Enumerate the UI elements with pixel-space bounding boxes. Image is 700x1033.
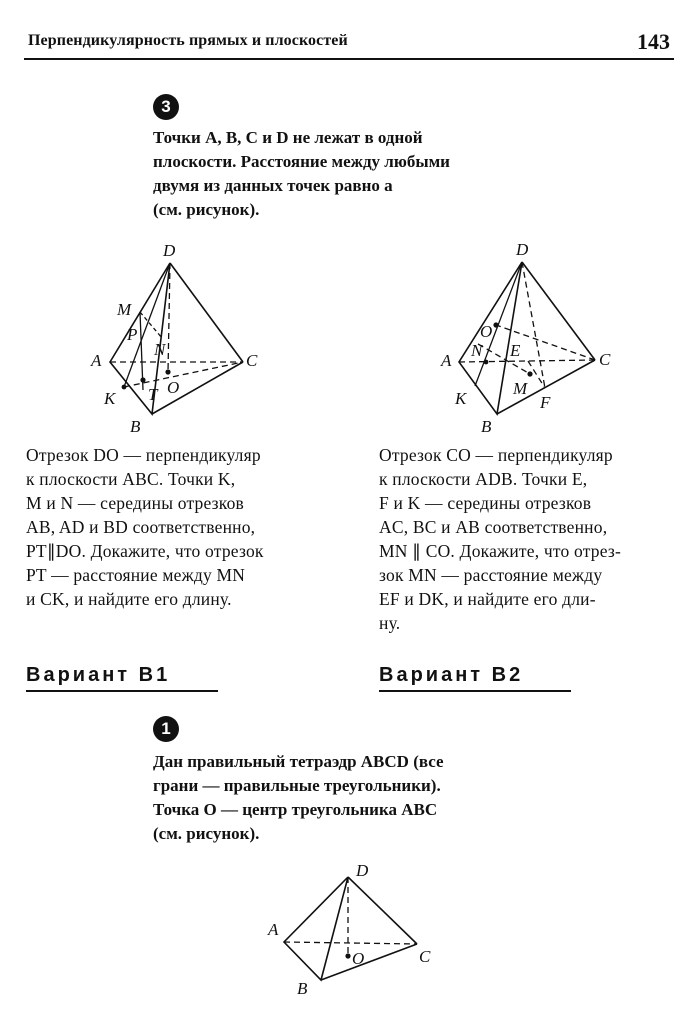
- caption-right-line-4: AC, BC и AB соответственно,: [379, 517, 608, 537]
- caption-left-line-6: PT — расстояние между MN: [26, 565, 246, 585]
- fig-bottom-label-O: O: [352, 949, 365, 968]
- task-3-line-1: Точки A, B, C и D не лежат в одной: [153, 128, 423, 147]
- task-3-line-4: (см. рисунок).: [153, 200, 260, 219]
- caption-left-line-7: и CK, и найдите его длину.: [26, 589, 232, 609]
- fig-bottom-label-C: C: [419, 947, 431, 966]
- variant-b1-heading: Вариант В1: [26, 664, 218, 692]
- caption-right-line-2: к плоскости ADB. Точки E,: [379, 469, 588, 489]
- caption-right-line-1: Отрезок CO — перпендикуляр: [379, 445, 613, 465]
- caption-left-line-4: AB, AD и BD соответственно,: [26, 517, 256, 537]
- fig-left-label-O: O: [167, 378, 180, 397]
- fig-left-label-D: D: [163, 241, 176, 260]
- caption-right: [379, 443, 677, 635]
- caption-right-line-7: EF и DK, и найдите его дли-: [379, 589, 596, 609]
- fig-right-label-B: B: [481, 417, 492, 436]
- caption-right-line-3: F и K — середины отрезков: [379, 493, 592, 513]
- fig-right-label-K: K: [455, 389, 467, 408]
- fig-right-label-O: O: [480, 322, 493, 341]
- fig-left-label-B: B: [130, 417, 141, 436]
- fig-right-label-C: C: [599, 350, 611, 369]
- fig-left-label-P: P: [127, 325, 138, 344]
- fig-right-label-F: F: [540, 393, 551, 412]
- fig-left-label-M: M: [117, 300, 132, 319]
- fig-right-label-A: A: [441, 351, 452, 370]
- variant-b2-heading: Вариант В2: [379, 664, 571, 692]
- caption-left-line-1: Отрезок DO — перпендикуляр: [26, 445, 261, 465]
- fig-left-label-N: N: [154, 340, 166, 359]
- task-3-line-2: плоскости. Расстояние между любыми: [153, 152, 450, 171]
- fig-bottom-label-A: A: [268, 920, 279, 939]
- task-1-statement: [153, 750, 553, 846]
- caption-left-line-2: к плоскости ABC. Точки K,: [26, 469, 236, 489]
- task-1-line-3: Точка O — центр треугольника ABC: [153, 800, 438, 819]
- running-header-title: Перпендикулярность прямых и плоскостей: [28, 32, 348, 49]
- task-3-line-3: двумя из данных точек равно a: [153, 176, 393, 195]
- fig-right-label-E: E: [510, 341, 521, 360]
- fig-left-label-C: C: [246, 351, 258, 370]
- fig-left-label-K: K: [104, 389, 116, 408]
- figure-right-tetrahedron: [350, 0, 700, 440]
- task-1-line-2: грани — правильные треугольники).: [153, 776, 441, 795]
- fig-left-label-A: A: [91, 351, 102, 370]
- fig-right-label-M: M: [513, 379, 528, 398]
- caption-left: [26, 443, 324, 611]
- task-3-badge: 3: [153, 94, 179, 120]
- figure-bottom-tetrahedron: [250, 850, 450, 1030]
- task-1-line-1: Дан правильный тетраэдр ABCD (все: [153, 752, 444, 771]
- task-1-badge: 1: [153, 716, 179, 742]
- caption-right-line-6: зок MN — расстояние между: [379, 565, 603, 585]
- caption-right-line-5: MN ∥ CO. Докажите, что отрез-: [379, 541, 622, 561]
- fig-left-label-T: T: [148, 385, 158, 404]
- fig-right-label-N: N: [471, 341, 483, 360]
- task-1-line-4: (см. рисунок).: [153, 824, 260, 843]
- fig-bottom-label-D: D: [356, 861, 369, 880]
- caption-left-line-3: M и N — середины отрезков: [26, 493, 245, 513]
- page-number: 143: [637, 29, 670, 54]
- fig-right-label-D: D: [516, 240, 529, 259]
- caption-left-line-5: PT∥DO. Докажите, что отрезок: [26, 541, 264, 561]
- fig-bottom-label-B: B: [297, 979, 308, 998]
- caption-right-line-8: ну.: [379, 613, 401, 633]
- figure-left-tetrahedron: [0, 0, 350, 440]
